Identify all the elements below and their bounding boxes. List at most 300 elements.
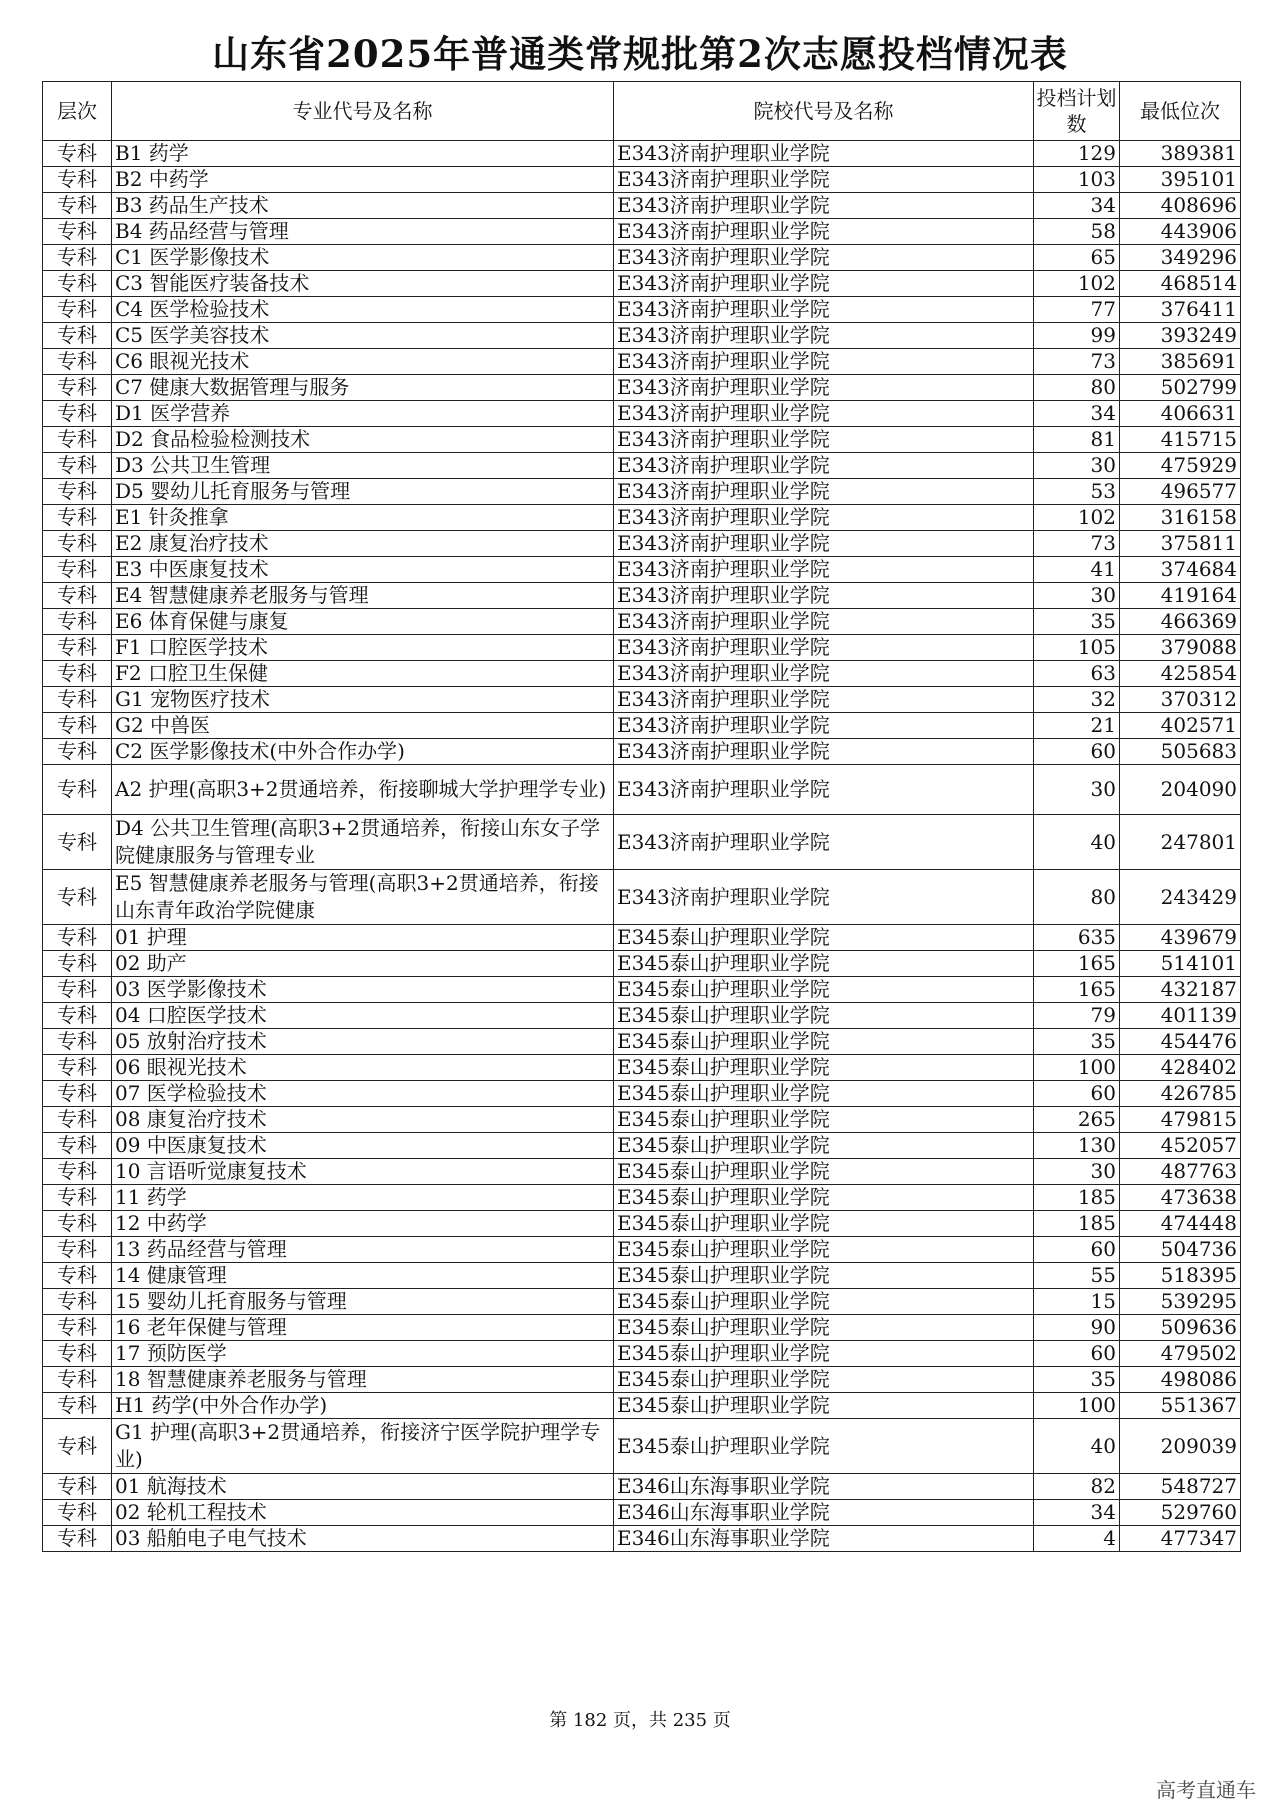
plan-count-cell: 129 <box>1034 141 1120 167</box>
school-cell: E343济南护理职业学院 <box>614 245 1034 271</box>
school-cell: E346山东海事职业学院 <box>614 1474 1034 1500</box>
level-cell: 专科 <box>43 1367 112 1393</box>
min-rank-cell: 415715 <box>1120 427 1241 453</box>
min-rank-cell: 473638 <box>1120 1185 1241 1211</box>
level-cell: 专科 <box>43 635 112 661</box>
min-rank-cell: 454476 <box>1120 1029 1241 1055</box>
level-cell: 专科 <box>43 739 112 765</box>
page-title: 山东省2025年普通类常规批第2次志愿投档情况表 <box>212 32 1068 76</box>
school-cell: E343济南护理职业学院 <box>614 531 1034 557</box>
school-cell: E343济南护理职业学院 <box>614 193 1034 219</box>
major-cell: 15 婴幼儿托育服务与管理 <box>112 1289 614 1315</box>
major-cell: C5 医学美容技术 <box>112 323 614 349</box>
plan-count-cell: 635 <box>1034 925 1120 951</box>
level-cell: 专科 <box>43 951 112 977</box>
min-rank-cell: 505683 <box>1120 739 1241 765</box>
school-cell: E343济南护理职业学院 <box>614 219 1034 245</box>
major-cell: B4 药品经营与管理 <box>112 219 614 245</box>
level-cell: 专科 <box>43 297 112 323</box>
major-cell: G1 宠物医疗技术 <box>112 687 614 713</box>
major-cell: 01 护理 <box>112 925 614 951</box>
table-row <box>43 977 1241 1003</box>
min-rank-cell: 479815 <box>1120 1107 1241 1133</box>
major-cell: 17 预防医学 <box>112 1341 614 1367</box>
min-rank-cell: 474448 <box>1120 1211 1241 1237</box>
school-cell: E345泰山护理职业学院 <box>614 1367 1034 1393</box>
header-school: 院校代号及名称 <box>614 82 1034 141</box>
min-rank-cell: 243429 <box>1120 870 1241 925</box>
table-row <box>43 951 1241 977</box>
major-cell: B1 药学 <box>112 141 614 167</box>
table-row <box>43 349 1241 375</box>
plan-count-cell: 60 <box>1034 1081 1120 1107</box>
major-cell: C6 眼视光技术 <box>112 349 614 375</box>
table-row <box>43 1500 1241 1526</box>
major-cell: C3 智能医疗装备技术 <box>112 271 614 297</box>
level-cell: 专科 <box>43 1159 112 1185</box>
plan-count-cell: 130 <box>1034 1133 1120 1159</box>
min-rank-cell: 375811 <box>1120 531 1241 557</box>
level-cell: 专科 <box>43 557 112 583</box>
table-row <box>43 1055 1241 1081</box>
level-cell: 专科 <box>43 323 112 349</box>
major-cell: 02 助产 <box>112 951 614 977</box>
level-cell: 专科 <box>43 1500 112 1526</box>
level-cell: 专科 <box>43 1211 112 1237</box>
level-cell: 专科 <box>43 401 112 427</box>
school-cell: E343济南护理职业学院 <box>614 687 1034 713</box>
table-row <box>43 765 1241 815</box>
plan-count-cell: 265 <box>1034 1107 1120 1133</box>
major-cell: D4 公共卫生管理(高职3+2贯通培养，衔接山东女子学院健康服务与管理专业 <box>112 815 614 870</box>
min-rank-cell: 247801 <box>1120 815 1241 870</box>
min-rank-cell: 204090 <box>1120 765 1241 815</box>
school-cell: E345泰山护理职业学院 <box>614 1315 1034 1341</box>
plan-count-cell: 35 <box>1034 609 1120 635</box>
plan-count-cell: 81 <box>1034 427 1120 453</box>
plan-count-cell: 63 <box>1034 661 1120 687</box>
plan-count-cell: 185 <box>1034 1211 1120 1237</box>
plan-count-cell: 73 <box>1034 349 1120 375</box>
major-cell: E2 康复治疗技术 <box>112 531 614 557</box>
major-cell: G1 护理(高职3+2贯通培养，衔接济宁医学院护理学专业) <box>112 1419 614 1474</box>
plan-count-cell: 53 <box>1034 479 1120 505</box>
table-row <box>43 453 1241 479</box>
table-row <box>43 1185 1241 1211</box>
table-row <box>43 271 1241 297</box>
major-cell: 13 药品经营与管理 <box>112 1237 614 1263</box>
plan-count-cell: 90 <box>1034 1315 1120 1341</box>
table-row <box>43 1029 1241 1055</box>
major-cell: E3 中医康复技术 <box>112 557 614 583</box>
level-cell: 专科 <box>43 1029 112 1055</box>
plan-count-cell: 58 <box>1034 219 1120 245</box>
table-row <box>43 1419 1241 1474</box>
school-cell: E345泰山护理职业学院 <box>614 1055 1034 1081</box>
school-cell: E343济南护理职业学院 <box>614 583 1034 609</box>
major-cell: C4 医学检验技术 <box>112 297 614 323</box>
level-cell: 专科 <box>43 609 112 635</box>
min-rank-cell: 426785 <box>1120 1081 1241 1107</box>
table-row <box>43 297 1241 323</box>
major-cell: E5 智慧健康养老服务与管理(高职3+2贯通培养，衔接山东青年政治学院健康 <box>112 870 614 925</box>
min-rank-cell: 376411 <box>1120 297 1241 323</box>
min-rank-cell: 408696 <box>1120 193 1241 219</box>
table-row <box>43 1526 1241 1552</box>
school-cell: E343济南护理职业学院 <box>614 635 1034 661</box>
min-rank-cell: 374684 <box>1120 557 1241 583</box>
school-cell: E343济南护理职业学院 <box>614 375 1034 401</box>
major-cell: B2 中药学 <box>112 167 614 193</box>
table-row <box>43 245 1241 271</box>
plan-count-cell: 80 <box>1034 870 1120 925</box>
plan-count-cell: 15 <box>1034 1289 1120 1315</box>
major-cell: E6 体育保健与康复 <box>112 609 614 635</box>
school-cell: E345泰山护理职业学院 <box>614 951 1034 977</box>
level-cell: 专科 <box>43 479 112 505</box>
table-row <box>43 815 1241 870</box>
table-row <box>43 661 1241 687</box>
min-rank-cell: 425854 <box>1120 661 1241 687</box>
major-cell: 06 眼视光技术 <box>112 1055 614 1081</box>
min-rank-cell: 487763 <box>1120 1159 1241 1185</box>
min-rank-cell: 496577 <box>1120 479 1241 505</box>
min-rank-cell: 443906 <box>1120 219 1241 245</box>
table-row <box>43 193 1241 219</box>
min-rank-cell: 452057 <box>1120 1133 1241 1159</box>
level-cell: 专科 <box>43 1526 112 1552</box>
min-rank-cell: 349296 <box>1120 245 1241 271</box>
level-cell: 专科 <box>43 427 112 453</box>
min-rank-cell: 504736 <box>1120 1237 1241 1263</box>
school-cell: E343济南护理职业学院 <box>614 323 1034 349</box>
major-cell: C2 医学影像技术(中外合作办学) <box>112 739 614 765</box>
school-cell: E345泰山护理职业学院 <box>614 1341 1034 1367</box>
table-row <box>43 531 1241 557</box>
level-cell: 专科 <box>43 977 112 1003</box>
plan-count-cell: 30 <box>1034 765 1120 815</box>
plan-count-cell: 55 <box>1034 1263 1120 1289</box>
plan-count-cell: 100 <box>1034 1393 1120 1419</box>
level-cell: 专科 <box>43 1263 112 1289</box>
level-cell: 专科 <box>43 687 112 713</box>
major-cell: C1 医学影像技术 <box>112 245 614 271</box>
plan-count-cell: 100 <box>1034 1055 1120 1081</box>
school-cell: E345泰山护理职业学院 <box>614 977 1034 1003</box>
table-row <box>43 167 1241 193</box>
level-cell: 专科 <box>43 141 112 167</box>
level-cell: 专科 <box>43 375 112 401</box>
plan-count-cell: 30 <box>1034 453 1120 479</box>
watermark: 高考直通车 <box>1156 1778 1256 1802</box>
min-rank-cell: 406631 <box>1120 401 1241 427</box>
major-cell: 09 中医康复技术 <box>112 1133 614 1159</box>
major-cell: 11 药学 <box>112 1185 614 1211</box>
school-cell: E343济南护理职业学院 <box>614 453 1034 479</box>
school-cell: E343济南护理职业学院 <box>614 297 1034 323</box>
min-rank-cell: 498086 <box>1120 1367 1241 1393</box>
school-cell: E343济南护理职业学院 <box>614 713 1034 739</box>
plan-count-cell: 21 <box>1034 713 1120 739</box>
school-cell: E345泰山护理职业学院 <box>614 1029 1034 1055</box>
plan-count-cell: 80 <box>1034 375 1120 401</box>
plan-count-cell: 4 <box>1034 1526 1120 1552</box>
table-row <box>43 1237 1241 1263</box>
min-rank-cell: 518395 <box>1120 1263 1241 1289</box>
admissions-table <box>42 81 1241 1552</box>
major-cell: 01 航海技术 <box>112 1474 614 1500</box>
major-cell: 12 中药学 <box>112 1211 614 1237</box>
plan-count-cell: 60 <box>1034 739 1120 765</box>
school-cell: E343济南护理职业学院 <box>614 661 1034 687</box>
table-row <box>43 687 1241 713</box>
plan-count-cell: 60 <box>1034 1341 1120 1367</box>
school-cell: E343济南护理职业学院 <box>614 765 1034 815</box>
page-number-footer: 第 182 页，共 235 页 <box>549 1710 731 1731</box>
level-cell: 专科 <box>43 870 112 925</box>
table-row <box>43 583 1241 609</box>
min-rank-cell: 514101 <box>1120 951 1241 977</box>
min-rank-cell: 370312 <box>1120 687 1241 713</box>
min-rank-cell: 475929 <box>1120 453 1241 479</box>
major-cell: 18 智慧健康养老服务与管理 <box>112 1367 614 1393</box>
plan-count-cell: 34 <box>1034 1500 1120 1526</box>
level-cell: 专科 <box>43 583 112 609</box>
table-row <box>43 219 1241 245</box>
header-level: 层次 <box>43 82 112 141</box>
level-cell: 专科 <box>43 1315 112 1341</box>
min-rank-cell: 395101 <box>1120 167 1241 193</box>
major-cell: 08 康复治疗技术 <box>112 1107 614 1133</box>
table-row <box>43 323 1241 349</box>
level-cell: 专科 <box>43 219 112 245</box>
min-rank-cell: 209039 <box>1120 1419 1241 1474</box>
table-row <box>43 505 1241 531</box>
min-rank-cell: 551367 <box>1120 1393 1241 1419</box>
table-row <box>43 1315 1241 1341</box>
school-cell: E345泰山护理职业学院 <box>614 1159 1034 1185</box>
major-cell: 05 放射治疗技术 <box>112 1029 614 1055</box>
min-rank-cell: 477347 <box>1120 1526 1241 1552</box>
table-row <box>43 479 1241 505</box>
level-cell: 专科 <box>43 1003 112 1029</box>
school-cell: E343济南护理职业学院 <box>614 557 1034 583</box>
level-cell: 专科 <box>43 1185 112 1211</box>
level-cell: 专科 <box>43 765 112 815</box>
min-rank-cell: 428402 <box>1120 1055 1241 1081</box>
school-cell: E343济南护理职业学院 <box>614 401 1034 427</box>
plan-count-cell: 77 <box>1034 297 1120 323</box>
plan-count-cell: 41 <box>1034 557 1120 583</box>
min-rank-cell: 548727 <box>1120 1474 1241 1500</box>
min-rank-cell: 419164 <box>1120 583 1241 609</box>
school-cell: E345泰山护理职业学院 <box>614 1185 1034 1211</box>
major-cell: 14 健康管理 <box>112 1263 614 1289</box>
major-cell: 03 医学影像技术 <box>112 977 614 1003</box>
plan-count-cell: 34 <box>1034 401 1120 427</box>
level-cell: 专科 <box>43 453 112 479</box>
major-cell: B3 药品生产技术 <box>112 193 614 219</box>
level-cell: 专科 <box>43 1341 112 1367</box>
min-rank-cell: 389381 <box>1120 141 1241 167</box>
level-cell: 专科 <box>43 271 112 297</box>
min-rank-cell: 432187 <box>1120 977 1241 1003</box>
table-row <box>43 427 1241 453</box>
level-cell: 专科 <box>43 1133 112 1159</box>
plan-count-cell: 79 <box>1034 1003 1120 1029</box>
school-cell: E346山东海事职业学院 <box>614 1500 1034 1526</box>
major-cell: F2 口腔卫生保健 <box>112 661 614 687</box>
table-row <box>43 1159 1241 1185</box>
major-cell: F1 口腔医学技术 <box>112 635 614 661</box>
level-cell: 专科 <box>43 713 112 739</box>
plan-count-cell: 65 <box>1034 245 1120 271</box>
header-major: 专业代号及名称 <box>112 82 614 141</box>
table-row <box>43 1474 1241 1500</box>
school-cell: E345泰山护理职业学院 <box>614 1003 1034 1029</box>
table-row <box>43 609 1241 635</box>
major-cell: D1 医学营养 <box>112 401 614 427</box>
min-rank-cell: 539295 <box>1120 1289 1241 1315</box>
min-rank-cell: 379088 <box>1120 635 1241 661</box>
level-cell: 专科 <box>43 1055 112 1081</box>
school-cell: E343济南护理职业学院 <box>614 609 1034 635</box>
min-rank-cell: 509636 <box>1120 1315 1241 1341</box>
level-cell: 专科 <box>43 1081 112 1107</box>
table-row <box>43 141 1241 167</box>
plan-count-cell: 34 <box>1034 193 1120 219</box>
school-cell: E343济南护理职业学院 <box>614 479 1034 505</box>
level-cell: 专科 <box>43 245 112 271</box>
plan-count-cell: 30 <box>1034 583 1120 609</box>
level-cell: 专科 <box>43 349 112 375</box>
min-rank-cell: 502799 <box>1120 375 1241 401</box>
school-cell: E345泰山护理职业学院 <box>614 1107 1034 1133</box>
table-row <box>43 1393 1241 1419</box>
min-rank-cell: 402571 <box>1120 713 1241 739</box>
min-rank-cell: 468514 <box>1120 271 1241 297</box>
table-row <box>43 925 1241 951</box>
table-row <box>43 1107 1241 1133</box>
table-row <box>43 1211 1241 1237</box>
plan-count-cell: 32 <box>1034 687 1120 713</box>
table-row <box>43 375 1241 401</box>
school-cell: E345泰山护理职业学院 <box>614 1211 1034 1237</box>
header-plan: 投档计划数 <box>1034 82 1120 141</box>
min-rank-cell: 466369 <box>1120 609 1241 635</box>
plan-count-cell: 103 <box>1034 167 1120 193</box>
level-cell: 专科 <box>43 925 112 951</box>
table-header-row <box>43 82 1241 141</box>
header-rank: 最低位次 <box>1120 82 1241 141</box>
school-cell: E345泰山护理职业学院 <box>614 1081 1034 1107</box>
major-cell: H1 药学(中外合作办学) <box>112 1393 614 1419</box>
school-cell: E343济南护理职业学院 <box>614 167 1034 193</box>
major-cell: E4 智慧健康养老服务与管理 <box>112 583 614 609</box>
table-row <box>43 1263 1241 1289</box>
plan-count-cell: 165 <box>1034 951 1120 977</box>
table-row <box>43 401 1241 427</box>
min-rank-cell: 479502 <box>1120 1341 1241 1367</box>
table-row <box>43 1081 1241 1107</box>
plan-count-cell: 40 <box>1034 1419 1120 1474</box>
plan-count-cell: 102 <box>1034 505 1120 531</box>
school-cell: E345泰山护理职业学院 <box>614 1133 1034 1159</box>
table-row <box>43 870 1241 925</box>
major-cell: E1 针灸推拿 <box>112 505 614 531</box>
school-cell: E343济南护理职业学院 <box>614 427 1034 453</box>
school-cell: E343济南护理职业学院 <box>614 870 1034 925</box>
min-rank-cell: 529760 <box>1120 1500 1241 1526</box>
min-rank-cell: 401139 <box>1120 1003 1241 1029</box>
table-row <box>43 557 1241 583</box>
major-cell: D5 婴幼儿托育服务与管理 <box>112 479 614 505</box>
plan-count-cell: 35 <box>1034 1367 1120 1393</box>
min-rank-cell: 316158 <box>1120 505 1241 531</box>
plan-count-cell: 60 <box>1034 1237 1120 1263</box>
school-cell: E345泰山护理职业学院 <box>614 1289 1034 1315</box>
plan-count-cell: 165 <box>1034 977 1120 1003</box>
plan-count-cell: 185 <box>1034 1185 1120 1211</box>
level-cell: 专科 <box>43 661 112 687</box>
level-cell: 专科 <box>43 815 112 870</box>
plan-count-cell: 73 <box>1034 531 1120 557</box>
school-cell: E345泰山护理职业学院 <box>614 1237 1034 1263</box>
table-row <box>43 1003 1241 1029</box>
table-row <box>43 739 1241 765</box>
plan-count-cell: 82 <box>1034 1474 1120 1500</box>
min-rank-cell: 393249 <box>1120 323 1241 349</box>
plan-count-cell: 35 <box>1034 1029 1120 1055</box>
major-cell: C7 健康大数据管理与服务 <box>112 375 614 401</box>
plan-count-cell: 105 <box>1034 635 1120 661</box>
table-row <box>43 1341 1241 1367</box>
level-cell: 专科 <box>43 1237 112 1263</box>
level-cell: 专科 <box>43 193 112 219</box>
school-cell: E345泰山护理职业学院 <box>614 1393 1034 1419</box>
major-cell: 03 船舶电子电气技术 <box>112 1526 614 1552</box>
level-cell: 专科 <box>43 1474 112 1500</box>
major-cell: 04 口腔医学技术 <box>112 1003 614 1029</box>
table-row <box>43 1133 1241 1159</box>
level-cell: 专科 <box>43 167 112 193</box>
plan-count-cell: 30 <box>1034 1159 1120 1185</box>
level-cell: 专科 <box>43 1107 112 1133</box>
school-cell: E343济南护理职业学院 <box>614 349 1034 375</box>
table-row <box>43 1289 1241 1315</box>
school-cell: E343济南护理职业学院 <box>614 141 1034 167</box>
school-cell: E343济南护理职业学院 <box>614 505 1034 531</box>
major-cell: D2 食品检验检测技术 <box>112 427 614 453</box>
level-cell: 专科 <box>43 1419 112 1474</box>
school-cell: E345泰山护理职业学院 <box>614 1419 1034 1474</box>
level-cell: 专科 <box>43 531 112 557</box>
level-cell: 专科 <box>43 1289 112 1315</box>
major-cell: D3 公共卫生管理 <box>112 453 614 479</box>
major-cell: 16 老年保健与管理 <box>112 1315 614 1341</box>
table-body <box>43 141 1241 1552</box>
school-cell: E345泰山护理职业学院 <box>614 925 1034 951</box>
major-cell: A2 护理(高职3+2贯通培养，衔接聊城大学护理学专业) <box>112 765 614 815</box>
major-cell: G2 中兽医 <box>112 713 614 739</box>
min-rank-cell: 439679 <box>1120 925 1241 951</box>
school-cell: E346山东海事职业学院 <box>614 1526 1034 1552</box>
school-cell: E343济南护理职业学院 <box>614 271 1034 297</box>
level-cell: 专科 <box>43 505 112 531</box>
major-cell: 02 轮机工程技术 <box>112 1500 614 1526</box>
plan-count-cell: 99 <box>1034 323 1120 349</box>
plan-count-cell: 102 <box>1034 271 1120 297</box>
